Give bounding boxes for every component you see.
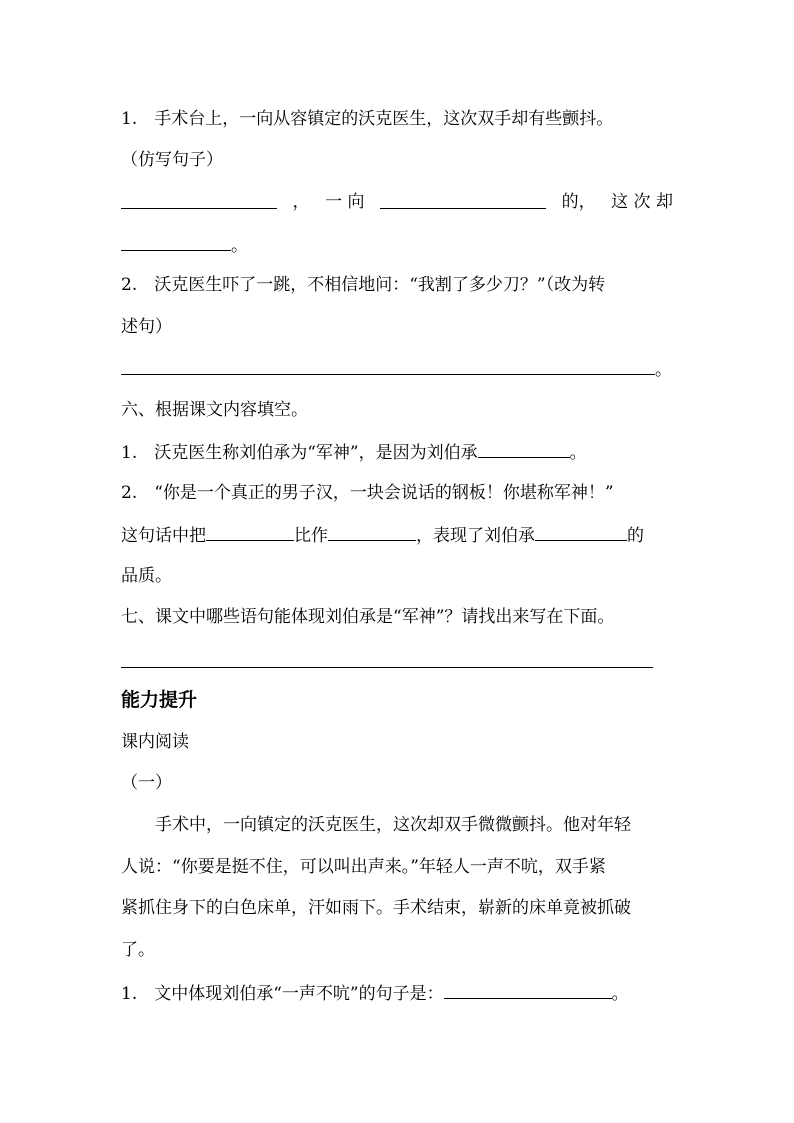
q1-de: 的， (561, 192, 596, 212)
sec7-answer-line[interactable] (121, 667, 653, 668)
sec6-q1-end: 。 (569, 443, 587, 463)
q1-fill-line-2 (121, 232, 248, 258)
sec6-q2-line1: 2. “你是一个真正的男子汉，一块会说话的钢板！你堪称军神！” (121, 483, 614, 503)
reading-q1-text: 1. 文中体现刘伯承“一声不吭”的句子是： (121, 984, 444, 1004)
q1-comma: ， (292, 192, 310, 212)
sec6-q2-line3: 品质。 (121, 566, 172, 586)
passage-line-1: 手术中，一向镇定的沃克医生，这次却双手微微颤抖。他对年轻 (155, 815, 631, 835)
sec6-q1-blank[interactable] (478, 439, 570, 458)
reading-subheading: 课内阅读 (121, 732, 189, 752)
q2-blank[interactable] (121, 356, 655, 375)
sec6-q2-blank-3[interactable] (535, 522, 627, 541)
q1-zheci: 这 次 却 (611, 192, 673, 212)
q1-line1: 1. 手术台上，一向从容镇定的沃克医生，这次双手却有些颤抖。 (121, 109, 614, 129)
reading-q1-blank[interactable] (444, 980, 612, 999)
reading-q1-end: 。 (611, 984, 629, 1004)
q1-blank-2[interactable] (380, 190, 546, 209)
sec6-title: 六、根据课文内容填空。 (121, 400, 308, 420)
sec6-q1-text: 1. 沃克医生称刘伯承为“军神”，是因为刘伯承 (121, 443, 478, 463)
q1-blank-3[interactable] (121, 232, 231, 251)
q2-line1: 2. 沃克医生吓了一跳，不相信地问：“我割了多少刀？”（改为转 (121, 275, 606, 295)
q2-end: 。 (655, 360, 672, 380)
sec6-q2-c: ，表现了刘伯承 (416, 526, 535, 546)
q1-line2: （仿写句子） (121, 150, 223, 170)
q1-fill-line (121, 190, 673, 214)
sec6-q2-b: 比作 (294, 526, 328, 546)
reading-part-label: （一） (121, 773, 172, 793)
q2-line2: 述句） (121, 317, 172, 337)
sec7-title: 七、课文中哪些语句能体现刘伯承是“军神”？请找出来写在下面。 (121, 607, 615, 627)
sec6-q2-line2 (121, 522, 644, 548)
sec6-q1 (121, 439, 587, 465)
sec6-q2-blank-2[interactable] (328, 522, 416, 541)
sec6-q2-a: 这句话中把 (121, 526, 206, 546)
passage-line-2: 人说：“你要是挺不住，可以叫出声来。”年轻人一声不吭，双手紧 (121, 857, 606, 877)
q1-end: 。 (231, 236, 248, 256)
passage-line-3: 紧抓住身下的白色床单，汗如雨下。手术结束，崭新的床单竟被抓破 (121, 898, 631, 918)
sec6-q2-d: 的 (627, 526, 644, 546)
sec6-q2-blank-1[interactable] (206, 522, 294, 541)
q1-blank-1[interactable] (121, 190, 277, 209)
q2-answer-line (121, 356, 672, 382)
ability-heading: 能力提升 (121, 689, 198, 711)
q1-yixiang: 一 向 (325, 192, 365, 212)
reading-q1 (121, 980, 629, 1006)
passage-line-4: 了。 (121, 940, 155, 960)
